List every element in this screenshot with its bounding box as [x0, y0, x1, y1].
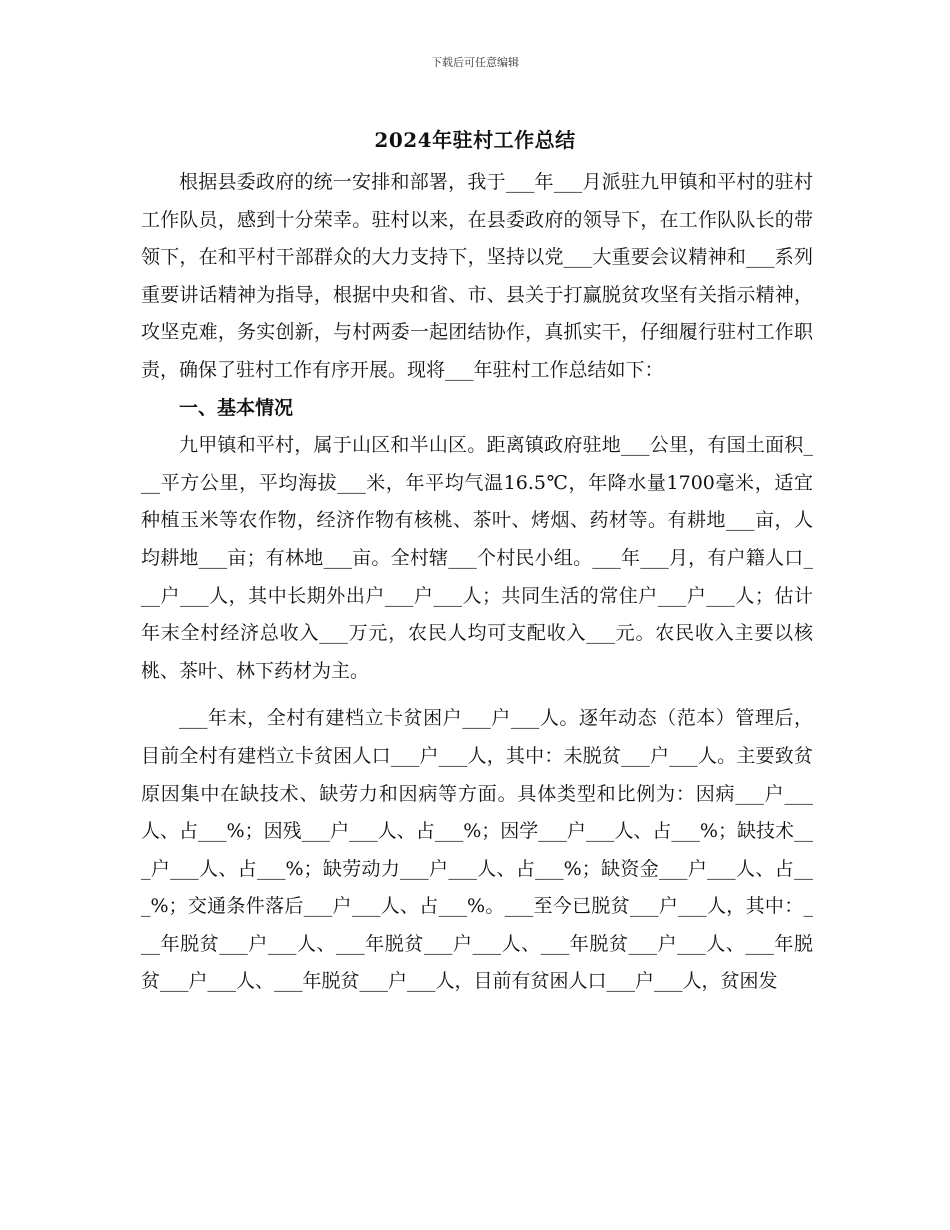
paragraph-poverty-stats: ___年末，全村有建档立卡贫困户___户___人。逐年动态（范本）管理后，目前全村有建档立卡贫困人口___户___人，其中：未脱贫___户___人。主要致贫原因集中在缺技术、缺劳力和因病等方面。具体类型和比例为：因病___户___人、占___%；因残___户___人、占___%；因学___户___人、占___%；缺技术___户___人、占___%；缺劳动力___户___人、占___%；缺资金___户___人、占___%；交通条件落后___户___人、占___%。___至今已脱贫___户___人，其中：___年脱贫___户___人、___年脱贫___户___人、___年脱贫___户___人、___年脱贫___户___人、___年脱贫___户___人，目前有贫困人口___户___人，贫困发	[141, 707, 813, 993]
document-body	[141, 164, 813, 1001]
section-heading-basic: 一、基本情况	[179, 396, 294, 419]
paragraph-intro: 根据县委政府的统一安排和部署，我于___年___月派驻九甲镇和平村的驻村工作队员，感到十分荣幸。驻村以来，在县委政府的领导下，在工作队队长的带领下，在和平村干部群众的大力支持下，坚持以党___大重要会议精神和___系列重要讲话精神为指导，根据中央和省、市、县关于打赢脱贫攻坚有关指示精神，攻坚克难，务实创新，与村两委一起团结协作，真抓实干，仔细履行驻村工作职责，确保了驻村工作有序开展。现将___年驻村工作总结如下：	[141, 171, 813, 381]
page-title: 2024年驻村工作总结	[374, 128, 576, 152]
paragraph-basic-info: 九甲镇和平村，属于山区和半山区。距离镇政府驻地___公里，有国土面积___平方公里，平均海拔___米，年平均气温16.5℃，年降水量1700毫米，适宜种植玉米等农作物，经济作物有核桃、茶叶、烤烟、药材等。有耕地___亩，人均耕地___亩；有林地___亩。全村辖___个村民小组。___年___月，有户籍人口___户___人，其中长期外出户___户___人；共同生活的常住户___户___人；估计年末全村经济总收入___万元，农民人均可支配收入___元。农民收入主要以核桃、茶叶、林下药材为主。	[141, 434, 813, 682]
header-note: 下载后可任意编辑	[431, 56, 519, 69]
